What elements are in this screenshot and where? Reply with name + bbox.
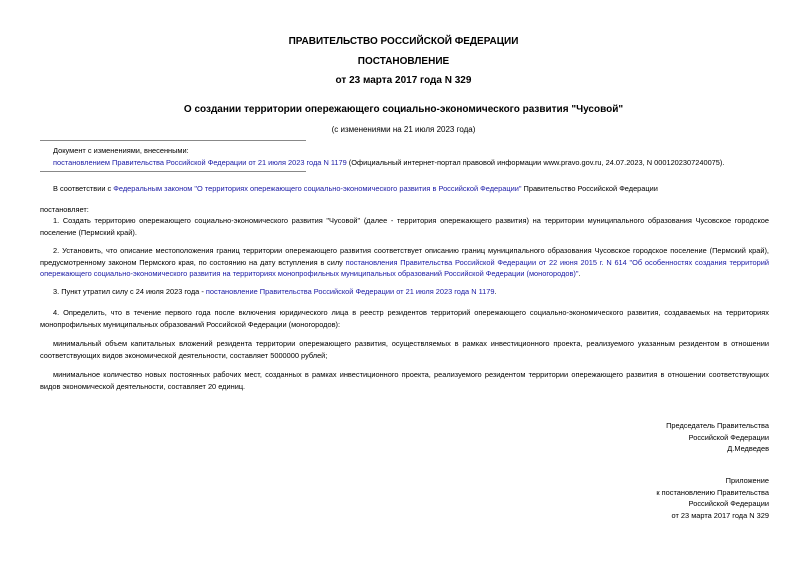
changes-top-rule (40, 140, 306, 141)
paragraph-6: минимальное количество новых постоянных рабочих мест, созданных в рамках инвестиционного проекта, реализуемого резидентом территории опережающего развития в отношении соответствующих видов экономической деятельности, составляет 20 единиц. (40, 370, 769, 391)
paragraph-4: 4. Определить, что в течение первого года после включения юридического лица в реестр резидентов территорий опережающего социально-экономического развития, создаваемых на территориях монопрофильных муниципальных образований Российской Федерации (моногородов): (40, 308, 769, 329)
p2-text-end: . (578, 269, 581, 278)
paragraph-1: 1. Создать территорию опережающего социально-экономического развития "Чусовой" (далее - территория опережающего развития) на территории муниципального образования Чусовское городское поселение (Пермский край). (40, 216, 769, 237)
appendix-block (500, 475, 769, 521)
signature-line-2: Российской Федерации (688, 432, 769, 442)
document-type: ПОСТАНОВЛЕНИЕ (357, 56, 450, 67)
intro-text-end: Правительство Российской Федерации (521, 184, 658, 193)
changes-rest: (Официальный интернет-портал правовой информации www.pravo.gov.ru, 24.07.2023, N 0001202307240075). (346, 157, 725, 167)
changes-link[interactable]: постановлением Правительства Российской Федерации от 21 июля 2023 года N 1179 (53, 157, 347, 167)
paragraph-2 (40, 245, 769, 280)
decree-1179-link[interactable]: постановление Правительства Российской Федерации от 21 июля 2023 года N 1179 (205, 287, 495, 296)
document-date-number: от 23 марта 2017 года N 329 (335, 75, 472, 86)
changes-line (53, 157, 773, 169)
signature-name: Д.Медведев (727, 444, 769, 453)
signature-line-1: Председатель Правительства (666, 421, 769, 430)
intro-text: В соответствии с (53, 184, 114, 193)
decree-word: постановляет: (40, 205, 89, 214)
p2-text: 2. Установить, что описание местоположения границ территории опережающего развития соответствует описанию границ муниципального образования Чусовское городское поселение (Пермский край), предусмотренному законом Пермского края, по состоянию на дату вступления в силу (40, 246, 769, 267)
changes-lead: Документ с изменениями, внесенными: (53, 146, 189, 155)
paragraph-3 (53, 286, 769, 298)
p3-text: 3. Пункт утратил силу с 24 июля 2023 года - (53, 287, 206, 296)
changes-box (53, 145, 773, 168)
amendment-note: (с изменениями на 21 июля 2023 года) (331, 125, 476, 134)
appendix-line-1: Приложение (725, 476, 769, 485)
document-title: О создании территории опережающего социально-экономического развития "Чусовой" (183, 104, 624, 115)
changes-bottom-rule (40, 171, 306, 172)
signature-block (500, 420, 769, 455)
paragraph-5: минимальный объем капитальных вложений резидента территории опережающего развития, осуществляемых в рамках инвестиционного проекта, реализуемого указанным резидентом в отношении соответствующих видов экономической деятельности, составляет 5000000 рублей; (40, 339, 769, 360)
appendix-line-2: к постановлению Правительства (656, 487, 769, 497)
appendix-line-4: от 23 марта 2017 года N 329 (671, 510, 769, 520)
federal-law-link[interactable]: Федеральным законом "О территориях опережающего социально-экономического развития в Российской Федерации" (113, 184, 522, 193)
decree-614-link[interactable]: постановления Правительства Российской Федерации от 22 июня 2015 г. N 614 "Об особенностях создания территорий опережающего социально-экономического развития на территориях монопрофильных муниципальных образований Российской Федерации (моногородов)" (40, 257, 770, 278)
government-heading: ПРАВИТЕЛЬСТВО РОССИЙСКОЙ ФЕДЕРАЦИИ (288, 36, 519, 47)
paragraph-intro (53, 183, 769, 195)
p3-text-end: . (494, 287, 497, 296)
appendix-line-3: Российской Федерации (688, 499, 769, 508)
